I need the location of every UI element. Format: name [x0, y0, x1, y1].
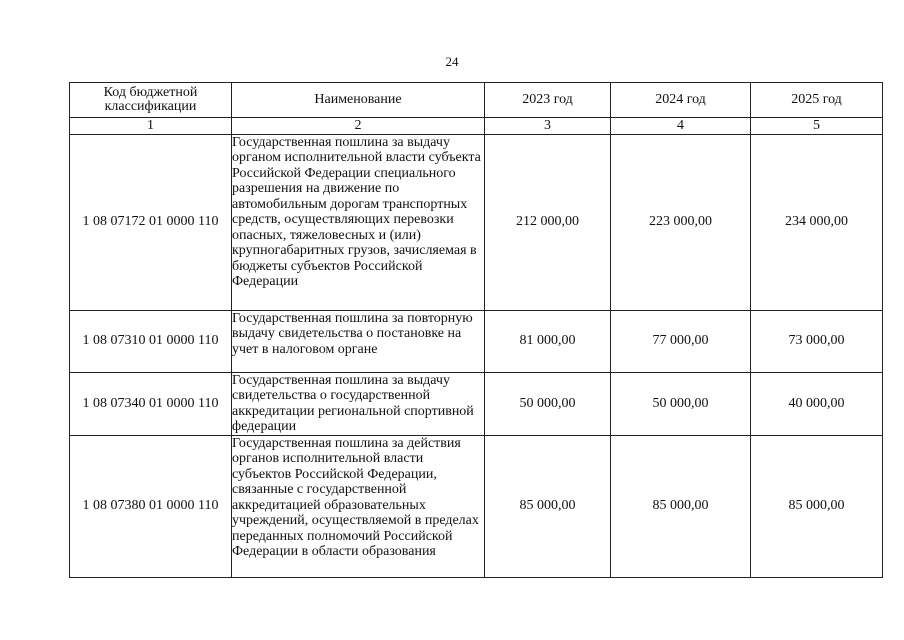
- table-row: [70, 435, 883, 577]
- row-value-2024: 77 000,00: [611, 310, 751, 372]
- column-number: 2: [232, 118, 485, 135]
- header-code: Код бюджетной классификации: [70, 83, 232, 118]
- table-row: [70, 310, 883, 372]
- table-header-row: [70, 83, 883, 118]
- row-code: 1 08 07172 01 0000 110: [70, 134, 232, 310]
- column-number: 5: [751, 118, 883, 135]
- header-2024: 2024 год: [611, 83, 751, 118]
- column-number: 3: [485, 118, 611, 135]
- budget-table: [69, 82, 883, 578]
- row-value-2024: 223 000,00: [611, 134, 751, 310]
- row-name: Государственная пошлина за повторную выдачу свидетельства о постановке на учет в налоговом органе: [232, 310, 485, 372]
- header-2023: 2023 год: [485, 83, 611, 118]
- column-number-row: [70, 118, 883, 135]
- column-number: 4: [611, 118, 751, 135]
- row-name: Государственная пошлина за действия органов исполнительной власти субъектов Российской Федерации, связанные с государственной аккредитацией образовательных учреждений, осуществляемой в пределах переданных полномочий Российской Федерации в области образования: [232, 435, 485, 577]
- row-value-2023: 81 000,00: [485, 310, 611, 372]
- row-value-2024: 50 000,00: [611, 372, 751, 435]
- row-name: Государственная пошлина за выдачу органом исполнительной власти субъекта Российской Федерации специального разрешения на движение по автомобильным дорогам транспортных средств, осуществляющих перевозки опасных, тяжеловесных и (или) крупногабаритных грузов, зачисляемая в бюджеты субъектов Российской Федерации: [232, 134, 485, 310]
- row-value-2025: 40 000,00: [751, 372, 883, 435]
- header-2025: 2025 год: [751, 83, 883, 118]
- row-value-2025: 85 000,00: [751, 435, 883, 577]
- column-number: 1: [70, 118, 232, 135]
- row-value-2023: 50 000,00: [485, 372, 611, 435]
- table-row: [70, 134, 883, 310]
- row-code: 1 08 07310 01 0000 110: [70, 310, 232, 372]
- row-value-2023: 85 000,00: [485, 435, 611, 577]
- page-number: 24: [445, 54, 459, 69]
- row-value-2025: 73 000,00: [751, 310, 883, 372]
- row-value-2025: 234 000,00: [751, 134, 883, 310]
- row-code: 1 08 07380 01 0000 110: [70, 435, 232, 577]
- table-row: [70, 372, 883, 435]
- row-code: 1 08 07340 01 0000 110: [70, 372, 232, 435]
- row-name: Государственная пошлина за выдачу свидетельства о государственной аккредитации региональной спортивной федерации: [232, 372, 485, 435]
- header-name: Наименование: [232, 83, 485, 118]
- row-value-2024: 85 000,00: [611, 435, 751, 577]
- row-value-2023: 212 000,00: [485, 134, 611, 310]
